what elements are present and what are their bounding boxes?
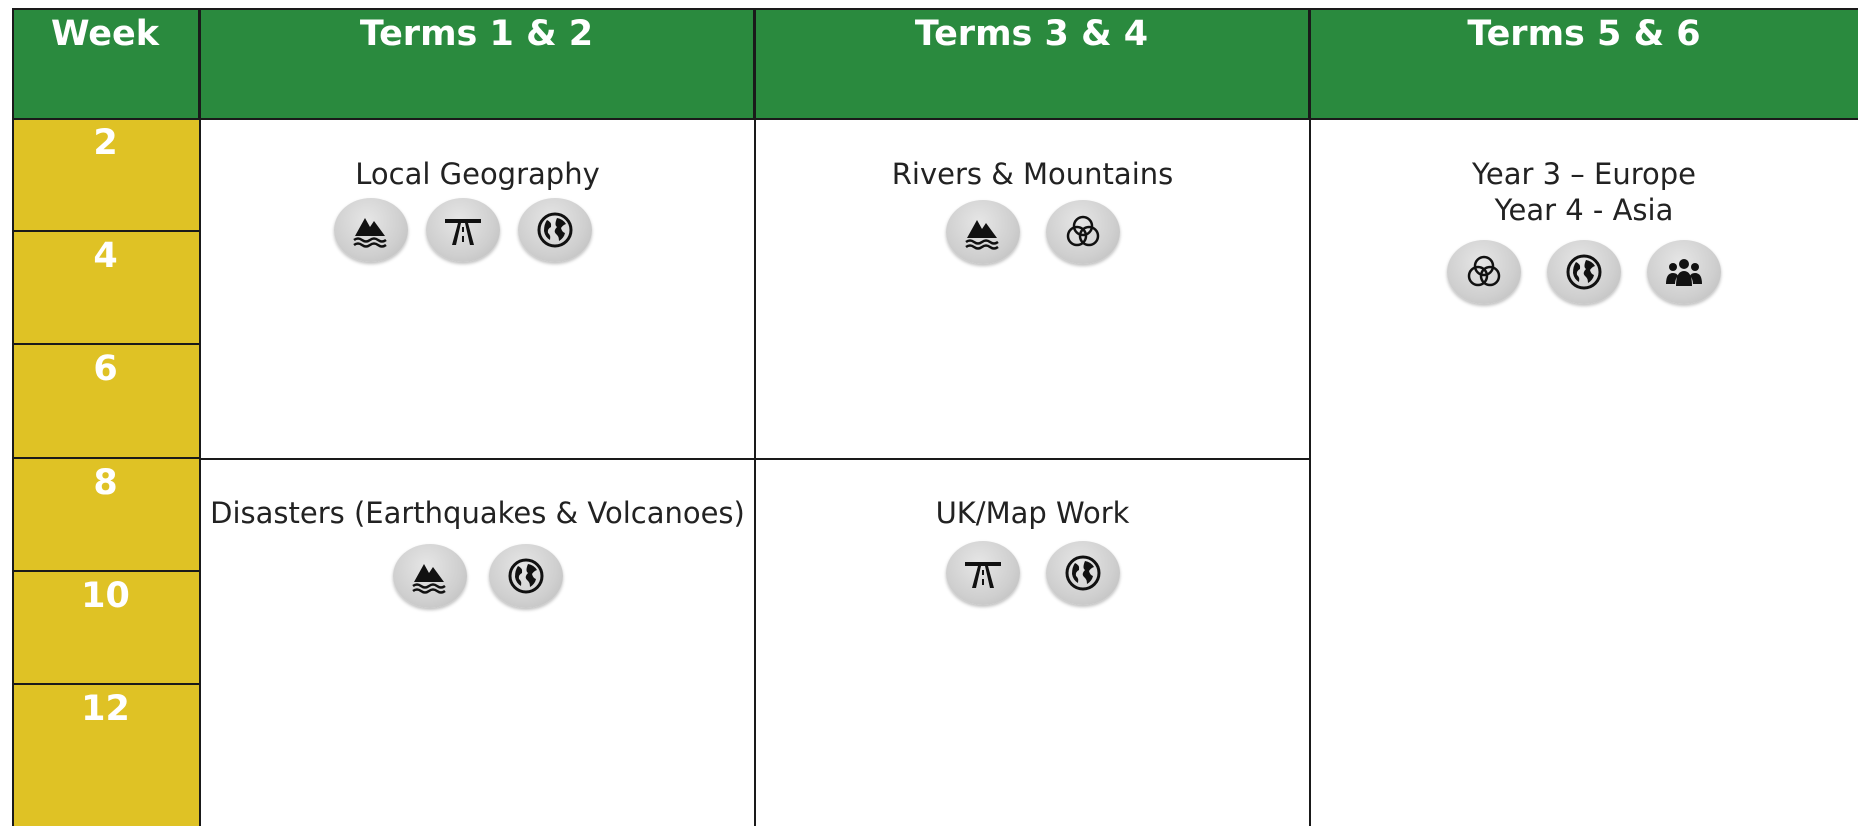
road-icon	[946, 541, 1020, 605]
week-number: 12	[81, 689, 130, 729]
week-row	[12, 572, 199, 685]
terms-1-2-label: Terms 1 & 2	[359, 14, 594, 54]
topic-title: Disasters (Earthquakes & Volcanoes)	[210, 496, 745, 530]
week-row	[12, 459, 199, 572]
row-divider	[200, 458, 1310, 460]
week-number: 2	[93, 123, 118, 163]
week-number: 10	[81, 576, 130, 616]
venn-circles-icon	[1447, 240, 1521, 304]
topic-rivers-mountains	[755, 119, 1310, 459]
globe-icon	[489, 544, 563, 608]
topic-disasters	[200, 459, 755, 826]
header-terms-1-2	[200, 8, 755, 119]
topic-europe-asia	[1310, 119, 1858, 826]
topic-title-line2: Year 4 - Asia	[1494, 193, 1674, 227]
week-number: 4	[93, 236, 118, 276]
topic-local-geography	[200, 119, 755, 459]
column-divider	[754, 8, 756, 826]
road-icon	[426, 198, 500, 262]
topic-title: UK/Map Work	[935, 496, 1130, 530]
table-border-top	[12, 8, 1858, 10]
venn-circles-icon	[1046, 200, 1120, 264]
week-number: 6	[93, 349, 118, 389]
table-border-left	[12, 8, 14, 826]
week-row	[12, 685, 199, 826]
header-divider	[12, 118, 1858, 120]
globe-icon	[1547, 240, 1621, 304]
terms-3-4-label: Terms 3 & 4	[914, 14, 1149, 54]
globe-icon	[518, 198, 592, 262]
mountain-water-icon	[393, 544, 467, 608]
week-number: 8	[93, 463, 118, 503]
topic-title-line1: Year 3 – Europe	[1472, 157, 1696, 191]
mountain-water-icon	[946, 200, 1020, 264]
week-row	[12, 345, 199, 459]
people-icon	[1647, 240, 1721, 304]
header-terms-5-6	[1310, 8, 1858, 119]
terms-5-6-label: Terms 5 & 6	[1467, 14, 1701, 54]
column-divider	[1309, 8, 1311, 826]
curriculum-table	[12, 8, 1858, 826]
topic-title: Rivers & Mountains	[891, 157, 1174, 191]
header-terms-3-4	[755, 8, 1310, 119]
header-week	[12, 8, 200, 119]
mountain-water-icon	[334, 198, 408, 262]
topic-title: Local Geography	[355, 157, 600, 191]
column-divider	[199, 8, 201, 826]
topic-uk-map-work	[755, 459, 1310, 826]
week-header-label: Week	[50, 14, 160, 54]
globe-icon	[1046, 541, 1120, 605]
